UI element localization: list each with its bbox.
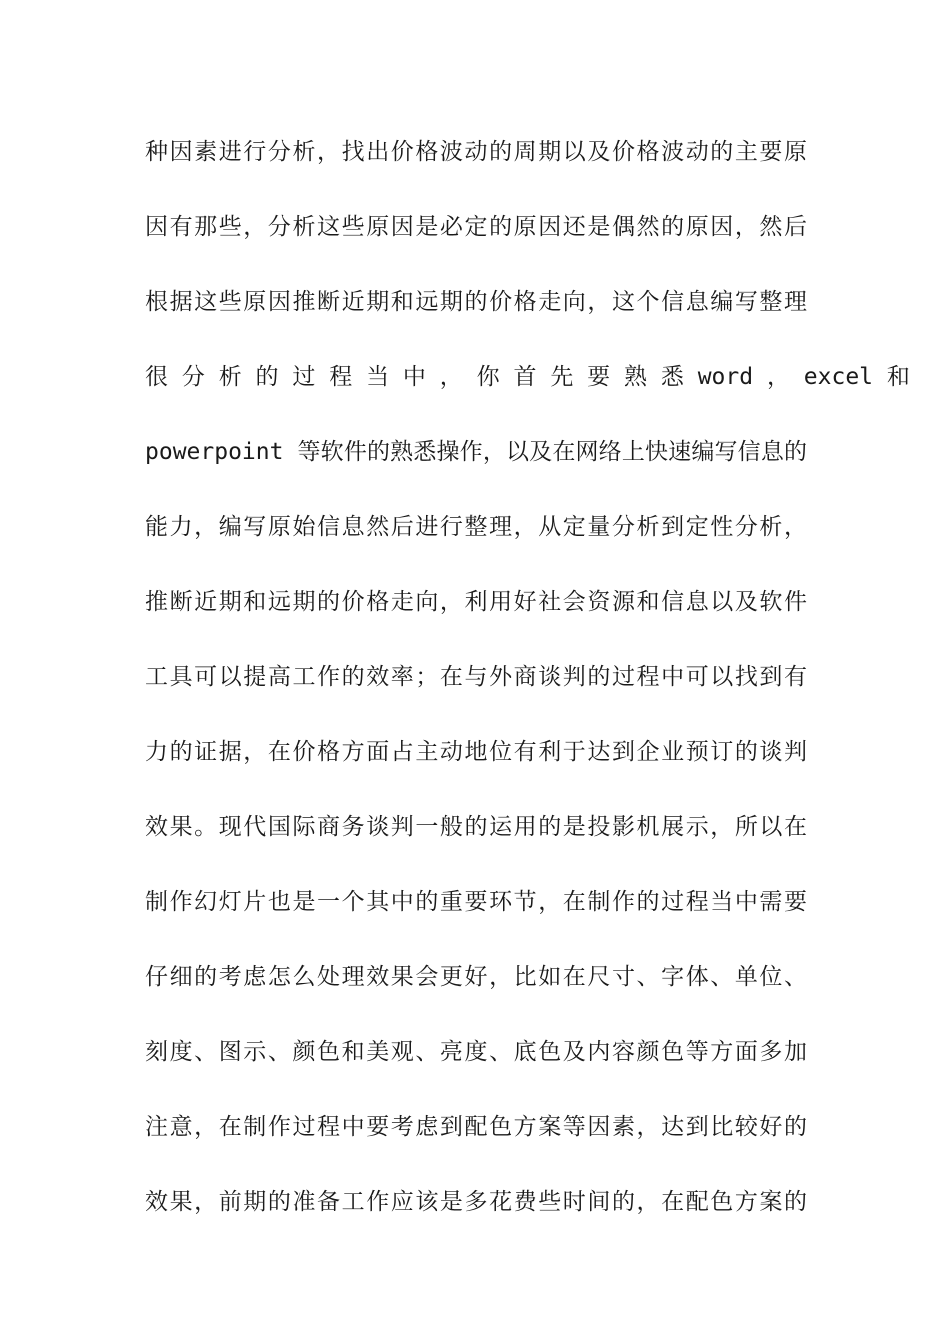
text-line-6: 能力，编写原始信息然后进行整理，从定量分析到定性分析， xyxy=(145,514,807,540)
text-line-3: 根据这些原因推断近期和远期的价格走向，这个信息编写整理 xyxy=(145,289,807,315)
text-line-9: 力的证据，在价格方面占主动地位有利于达到企业预订的谈判 xyxy=(145,739,807,765)
text-line-2: 因有那些，分析这些原因是必定的原因还是偶然的原因，然后 xyxy=(145,214,807,240)
text-line-1: 种因素进行分析，找出价格波动的周期以及价格波动的主要原 xyxy=(145,139,807,165)
text-line-11: 制作幻灯片也是一个其中的重要环节，在制作的过程当中需要 xyxy=(145,889,807,915)
text-line-10: 效果。现代国际商务谈判一般的运用的是投影机展示，所以在 xyxy=(145,814,807,840)
text-line-12: 仔细的考虑怎么处理效果会更好，比如在尺寸、字体、单位、 xyxy=(145,964,807,990)
text-line-14: 注意，在制作过程中要考虑到配色方案等因素，达到比较好的 xyxy=(145,1114,807,1140)
text-line-15: 效果，前期的准备工作应该是多花费些时间的，在配色方案的 xyxy=(145,1189,807,1215)
text-line-7: 推断近期和远期的价格走向，利用好社会资源和信息以及软件 xyxy=(145,589,807,615)
text-line-5: powerpoint 等软件的熟悉操作，以及在网络上快速编写信息的 xyxy=(145,439,807,465)
text-line-4: 很 分 析 的 过 程 当 中 ， 你 首 先 要 熟 悉 word ， excel 和 xyxy=(145,364,910,390)
text-line-13: 刻度、图示、颜色和美观、亮度、底色及内容颜色等方面多加 xyxy=(145,1039,807,1065)
body-text xyxy=(145,133,910,1258)
text-line-8: 工具可以提高工作的效率；在与外商谈判的过程中可以找到有 xyxy=(145,664,807,690)
